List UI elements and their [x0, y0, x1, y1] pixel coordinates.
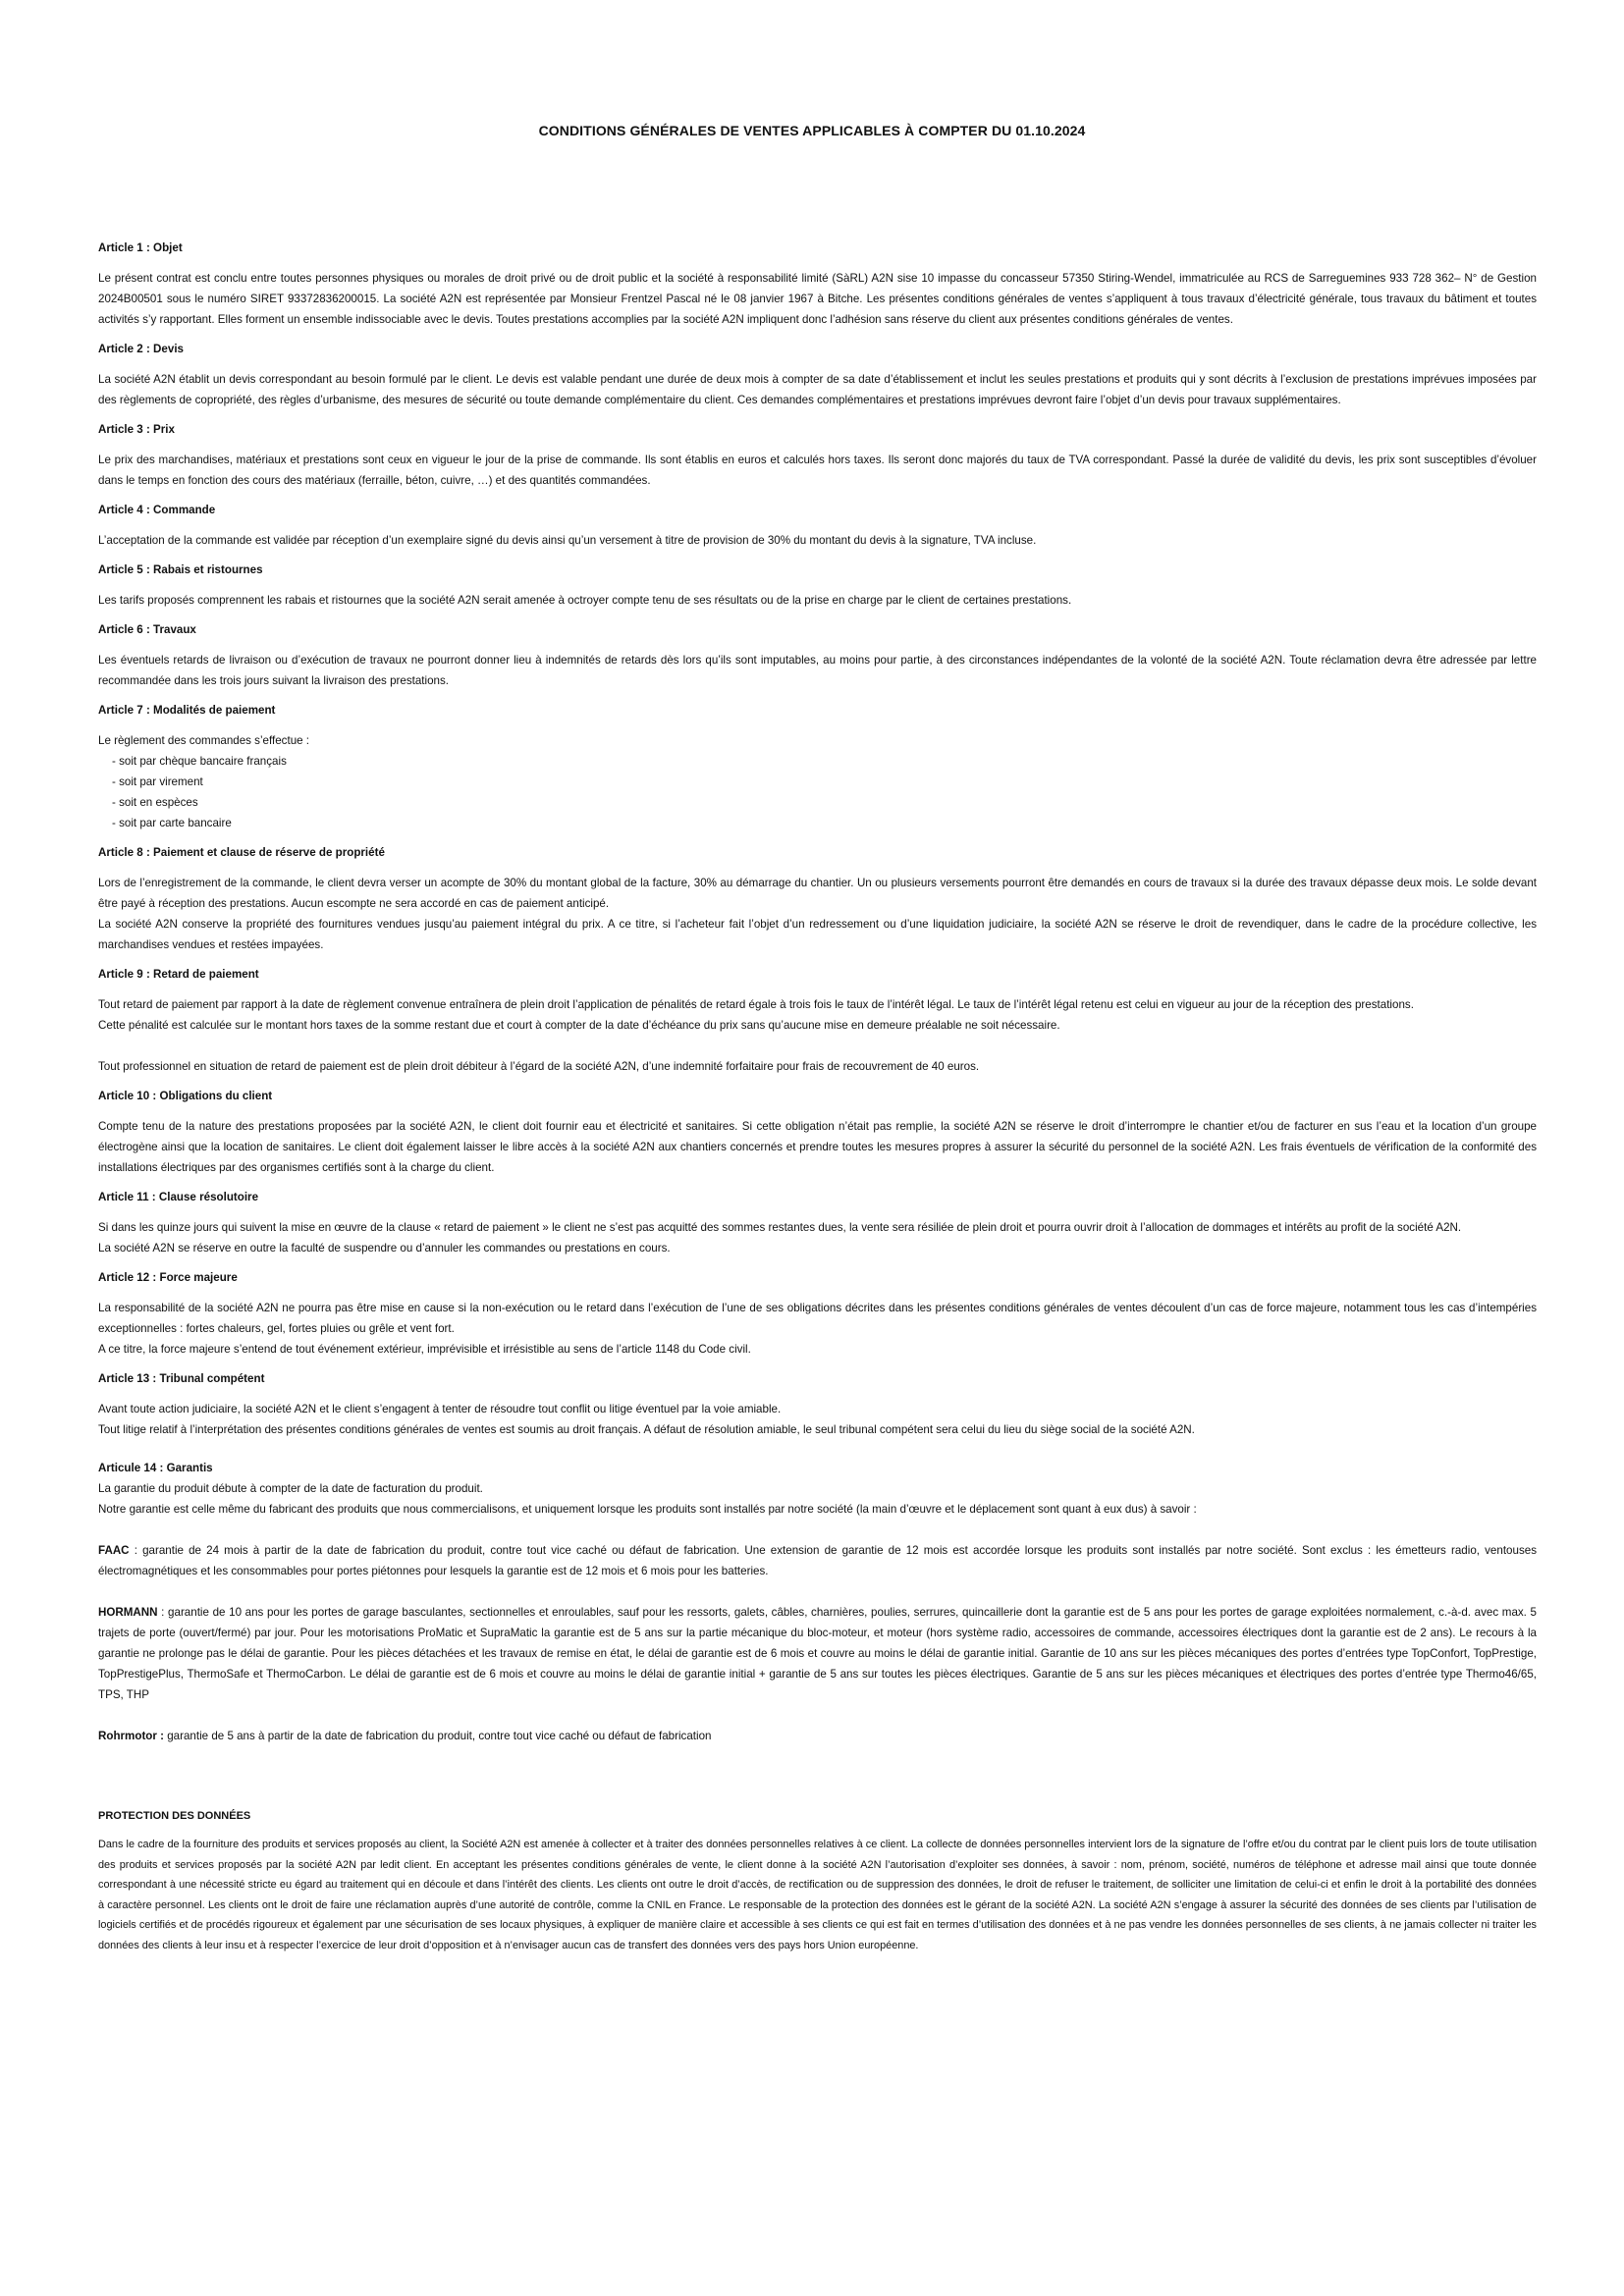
payment-method-item: - soit en espèces [112, 796, 198, 809]
article-paragraph: La garantie du produit débute à compter de la date de facturation du produit. [98, 1482, 483, 1495]
article-heading: Article 12 : Force majeure [98, 1271, 238, 1284]
article-heading: Article 13 : Tribunal compétent [98, 1372, 265, 1385]
paragraph-gap [98, 1520, 1537, 1540]
brand-name: Rohrmotor : [98, 1730, 164, 1742]
article-paragraph: Cette pénalité est calculée sur le montant hors taxes de la somme restant due et court à compter de la date d’échéance du prix sans qu’aucune mise en demeure préalable ne soit nécessaire. [98, 1019, 1060, 1032]
paragraph-gap [98, 1581, 1537, 1602]
article-8 [98, 842, 1537, 955]
article-5 [98, 560, 1537, 611]
warranty-faac [98, 1540, 1537, 1581]
article-14 [98, 1458, 1537, 1746]
article-2 [98, 339, 1537, 410]
brand-name: FAAC [98, 1544, 130, 1557]
article-paragraph: La société A2N conserve la propriété des fournitures vendues jusqu’au paiement intégral du prix. A ce titre, si l’acheteur fait l’objet d’un redressement ou d’une liquidation judiciaire, la société A2N se réserve le droit de revendiquer, dans le cadre de la procédure collective, les marchandises vendues et restées impayées. [98, 918, 1537, 951]
article-paragraph: Lors de l’enregistrement de la commande, le client devra verser un acompte de 30% du montant global de la facture, 30% au démarrage du chantier. Un ou plusieurs versements pourront être demandés en cours de travaux si la durée des travaux dépasse deux mois. Le solde devant être payé à réception des prestations. Aucun escompte ne sera accordé en cas de paiement anticipé. [98, 877, 1537, 910]
article-paragraph: Le règlement des commandes s’effectue : [98, 734, 310, 747]
article-paragraph: Les tarifs proposés comprennent les rabais et ristournes que la société A2N serait amenée à octroyer compte tenu de ses résultats ou de la prise en charge par le client de certaines prestations. [98, 594, 1072, 607]
article-heading: Article 4 : Commande [98, 504, 216, 516]
article-paragraph: Compte tenu de la nature des prestations proposées par la société A2N, le client doit fournir eau et électricité et sanitaires. Si cette obligation n’était pas remplie, la société A2N se réserve le droit d’interrompre le chantier et/ou de facturer en sus l’eau et la location d’un groupe électrogène ainsi que la location de sanitaires. Le client doit également laisser le libre accès à la société A2N aux chantiers concernés et prendre toutes les mesures propres à assurer la sécurité du personnel de la société A2N. Les frais éventuels de vérification de la conformité des installations électriques par des organismes certifiés sont à la charge du client. [98, 1120, 1537, 1174]
section-paragraph: Dans le cadre de la fourniture des produits et services proposés au client, la Société A2N est amenée à collecter et à traiter des données personnelles relatives à ce client. La collecte de données personnelles intervient lors de la signature de l’offre et/ou du contrat par le client puis lors de toute utilisation des produits et services proposés par la société A2N par ledit client. En acceptant les présentes conditions générales de vente, le client donne à la société A2N l’autorisation d’exploiter ses données, à savoir : nom, prénom, société, numéros de téléphone et adresse mail ainsi que toute donnée correspondant à une nécessité stricte eu égard au traitement qui en découle et dans l’intérêt des clients. Les clients ont outre le droit d’accès, de rectification ou de suppression des données, le droit de refuser le traitement, de solliciter une limitation de celui-ci et enfin le droit à la portabilité des données à caractère personnel. Les clients ont le droit de faire une réclamation auprès d’une autorité de contrôle, comme la CNIL en France. Le responsable de la protection des données est le gérant de la société A2N. La société A2N s’engage à assurer la sécurité des données de ses clients par l’utilisation de logiciels certifiés et de procédés rigoureux et également par une sécurisation de ses locaux physiques, à expliquer de manière claire et accessible à ses clients ce qui est fait en termes d’utilisation des données et à ne pas vendre les données personnelles de ses clients, à ne jamais collecter ni traiter les données des clients à leur insu et à respecter l’exercice de leur droit d’opposition et à n’envisager aucun cas de transfert des données vers des pays hors Union européenne. [98, 1839, 1537, 1951]
article-11 [98, 1187, 1537, 1258]
warranty-text: garantie de 5 ans à partir de la date de fabrication du produit, contre tout vice caché ou défaut de fabrication [163, 1730, 712, 1742]
warranty-rohrmotor [98, 1726, 1537, 1746]
paragraph-gap [98, 1036, 1537, 1056]
article-12 [98, 1267, 1537, 1360]
brand-name: HORMANN [98, 1606, 158, 1619]
article-paragraph: Notre garantie est celle même du fabricant des produits que nous commercialisons, et uniquement lorsque les produits sont installés par notre société (la main d’œuvre et le déplacement sont quant à eux dus) à savoir : [98, 1503, 1197, 1516]
article-9 [98, 964, 1537, 1077]
section-gap [98, 1755, 1537, 1806]
article-4 [98, 500, 1537, 551]
document-title: CONDITIONS GÉNÉRALES DE VENTES APPLICABLES À COMPTER DU 01.10.2024 [538, 123, 1086, 138]
article-paragraph: Tout retard de paiement par rapport à la date de règlement convenue entraînera de plein droit l’application de pénalités de retard égale à trois fois le taux de l’intérêt légal. Le taux de l’intérêt légal retenu est celui en vigueur au jour de la réception des prestations. [98, 998, 1414, 1011]
article-heading: Article 5 : Rabais et ristournes [98, 563, 263, 576]
payment-method-item: - soit par carte bancaire [112, 817, 232, 829]
article-6 [98, 619, 1537, 691]
payment-method-item: - soit par virement [112, 775, 203, 788]
article-paragraph: Avant toute action judiciaire, la société A2N et le client s’engagent à tenter de résoudre tout conflit ou litige éventuel par la voie amiable. [98, 1403, 782, 1415]
article-paragraph: Le présent contrat est conclu entre toutes personnes physiques ou morales de droit privé ou de droit public et la société à responsabilité limité (SàRL) A2N sise 10 impasse du concasseur 57350 Stiring-Wendel, immatriculée au RCS de Sarreguemines 933 728 362– N° de Gestion 2024B00501 sous le numéro SIRET 93372836200015. La société A2N est représentée par Monsieur Frentzel Pascal né le 08 janvier 1967 à Bitche. Les présentes conditions générales de ventes s’appliquent à tous travaux d’électricité générale, tous travaux du bâtiment et toutes activités s’y rapportant. Elles forment un ensemble indissociable avec le devis. Toutes prestations accomplies par la société A2N impliquent donc l’adhésion sans réserve du client aux présentes conditions générales de ventes. [98, 272, 1537, 326]
paragraph-gap [98, 1705, 1537, 1726]
warranty-hormann [98, 1602, 1537, 1705]
document-body [98, 238, 1537, 1955]
article-heading: Article 6 : Travaux [98, 623, 196, 636]
article-paragraph: Tout professionnel en situation de retard de paiement est de plein droit débiteur à l’égard de la société A2N, d’une indemnité forfaitaire pour frais de recouvrement de 40 euros. [98, 1060, 980, 1073]
article-heading: Article 9 : Retard de paiement [98, 968, 259, 981]
article-paragraph: Les éventuels retards de livraison ou d’exécution de travaux ne pourront donner lieu à indemnités de retards dès lors qu’ils sont imputables, au moins pour partie, à des circonstances indépendantes de la volonté de la société A2N. Toute réclamation devra être adressée par lettre recommandée dans les trois jours suivant la livraison des prestations. [98, 654, 1537, 687]
article-10 [98, 1086, 1537, 1178]
payment-method-item: - soit par chèque bancaire français [112, 755, 287, 768]
data-protection-section [98, 1806, 1537, 1955]
article-paragraph: Le prix des marchandises, matériaux et prestations sont ceux en vigueur le jour de la prise de commande. Ils sont établis en euros et calculés hors taxes. Ils seront donc majorés du taux de TVA correspondant. Passé la durée de validité du devis, les prix sont susceptibles d’évoluer dans le temps en fonction des cours des matériaux (ferraille, béton, cuivre, …) et des quantités commandées. [98, 454, 1537, 487]
article-heading: Article 3 : Prix [98, 423, 175, 436]
article-heading: Article 1 : Objet [98, 241, 183, 254]
article-13 [98, 1368, 1537, 1440]
article-paragraph: Si dans les quinze jours qui suivent la mise en œuvre de la clause « retard de paiement » le client ne s’est pas acquitté des sommes restantes dues, la vente sera résiliée de plein droit et pourra ouvrir droit à l’allocation de dommages et intérêts au profit de la société A2N. [98, 1221, 1462, 1234]
article-paragraph: La société A2N se réserve en outre la faculté de suspendre ou d’annuler les commandes ou prestations en cours. [98, 1242, 671, 1255]
warranty-text: : garantie de 24 mois à partir de la date de fabrication du produit, contre tout vice caché ou défaut de fabrication. Une extension de garantie de 12 mois est accordée lorsque les produits sont installés par notre société. Sont exclus : les émetteurs radio, ventouses électromagnétiques et les consommables pour portes piétonnes pour lesquels la garantie est de 12 mois et 6 mois pour les batteries. [98, 1544, 1537, 1577]
article-1 [98, 238, 1537, 330]
section-heading: PROTECTION DES DONNÉES [98, 1810, 251, 1822]
article-heading: Article 2 : Devis [98, 343, 184, 355]
article-heading: Articule 14 : Garantis [98, 1462, 213, 1474]
warranty-text: : garantie de 10 ans pour les portes de garage basculantes, sectionnelles et enroulables, sauf pour les ressorts, galets, câbles, charnières, poulies, serrures, quincaillerie dont la garantie est de 5 ans pour les portes de garage exploitées normalement, c.-à-d. avec max. 5 trajets de porte (ouvert/fermé) par jour. Pour les motorisations ProMatic et SupraMatic la garantie est de 5 ans sur la partie mécanique du bloc-moteur, et moteur (hors système radio, accessoires de commande, accessoires électriques dont la garantie est de 2 ans). Le recours à la garantie ne prolonge pas le délai de garantie. Pour les pièces détachées et les travaux de remise en état, le délai de garantie est de 6 mois et couvre au moins le délai de garantie initial. Garantie de 10 ans sur les pièces mécaniques des portes d’entrées type TopConfort, TopPrestige, TopPrestigePlus, ThermoSafe et ThermoCarbon. Le délai de garantie est de 6 mois et couvre au moins le délai de garantie initial + garantie de 5 ans sur toutes les pièces électriques. Garantie de 5 ans sur les pièces mécaniques et électriques des portes d’entrée type Thermo46/65, TPS, THP [98, 1606, 1537, 1701]
article-paragraph: A ce titre, la force majeure s’entend de tout événement extérieur, imprévisible et irrésistible au sens de l’article 1148 du Code civil. [98, 1343, 751, 1356]
article-heading: Article 11 : Clause résolutoire [98, 1191, 259, 1203]
article-heading: Article 8 : Paiement et clause de réserve de propriété [98, 846, 385, 859]
article-paragraph: Tout litige relatif à l’interprétation des présentes conditions générales de ventes est soumis au droit français. A défaut de résolution amiable, le seul tribunal compétent sera celui du lieu du siège social de la société A2N. [98, 1423, 1195, 1436]
article-heading: Article 7 : Modalités de paiement [98, 704, 276, 717]
article-paragraph: L’acceptation de la commande est validée par réception d’un exemplaire signé du devis ainsi qu’un versement à titre de provision de 30% du montant du devis à la signature, TVA incluse. [98, 534, 1037, 547]
article-paragraph: La responsabilité de la société A2N ne pourra pas être mise en cause si la non-exécution ou le retard dans l’exécution de l’une de ses obligations décrites dans les présentes conditions générales de ventes découlent d’un cas de force majeure, notamment tous les cas d’intempéries exceptionnelles : fortes chaleurs, gel, fortes pluies ou grêle et vent fort. [98, 1302, 1537, 1335]
article-7 [98, 700, 1537, 833]
article-3 [98, 419, 1537, 491]
article-heading: Article 10 : Obligations du client [98, 1090, 273, 1102]
article-paragraph: La société A2N établit un devis correspondant au besoin formulé par le client. Le devis est valable pendant une durée de deux mois à compter de sa date d’établissement et inclut les seules prestations et produits qui y sont décrits à l’exclusion de prestations imprévues imposées par des règlements de copropriété, des règles d’urbanisme, des mesures de sécurité ou toute demande complémentaire du client. Ces demandes complémentaires et prestations imprévues devront faire l’objet d’un devis pour travaux supplémentaires. [98, 373, 1537, 406]
